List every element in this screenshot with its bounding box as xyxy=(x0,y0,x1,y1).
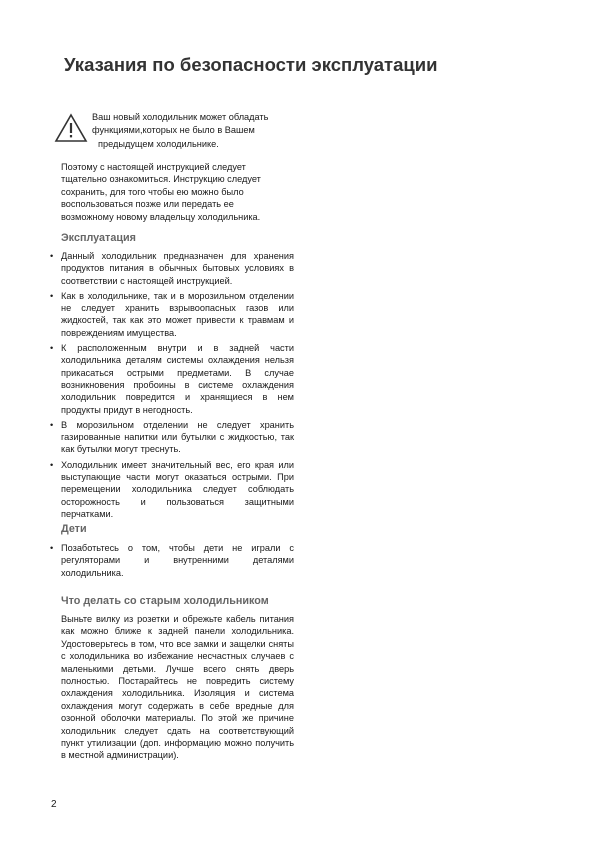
warning-line: Ваш новый холодильник может обладать xyxy=(92,112,269,122)
list-item xyxy=(50,290,294,339)
bullet-icon: • xyxy=(50,419,54,430)
list-item-text: В морозильном отделении не следует хранить газированные напитки или бутылки с жидкостью, так как бутылки могут треснуть. xyxy=(61,419,294,455)
bullet-icon: • xyxy=(50,290,54,301)
section-heading-exploitation: Эксплуатация xyxy=(61,232,136,244)
children-list xyxy=(50,542,294,582)
intro-paragraph xyxy=(61,161,294,223)
warning-triangle-icon xyxy=(54,113,88,143)
warning-line: предыдущем холодильнике. xyxy=(98,138,219,149)
warning-text xyxy=(92,111,307,151)
list-item xyxy=(50,419,294,456)
old-fridge-paragraph: Выньте вилку из розетки и обрежьте кабель питания как можно ближе к задней панели холодильника. Удостоверьтесь в том, что все замки и защелки сняты с холодильника во избежание несчастных случаев с маленькими детьми. Лучше всего снять дверь полностью. Постарайтесь не повредить систему охлаждения холодильника. Изоляция и система охлаждения могут содержать в себе вредные для озонной оболочки материалы. По этой же причине холодильник следует сдать на соответствующий пункт утилизации (доп. информацию можно получить в местной администрации). xyxy=(61,614,294,761)
list-item xyxy=(50,342,294,416)
list-item-text: Как в холодильнике, так и в морозильном отделении не следует хранить взрывоопасных газов или жидкостей, так как это может привести к травмам и повреждениям имущества. xyxy=(61,290,294,338)
intro-line: возможному новому владельцу холодильника. xyxy=(61,211,261,222)
list-item xyxy=(50,250,294,287)
list-item xyxy=(50,542,294,579)
list-item xyxy=(50,459,294,520)
bullet-icon: • xyxy=(50,459,54,470)
warning-line: функциями,которых не было в Вашем xyxy=(92,125,255,136)
bullet-icon: • xyxy=(50,543,54,553)
exploitation-list xyxy=(50,250,294,523)
list-item-text: Позаботьтесь о том, чтобы дети не играли с регуляторами и внутренними деталями холодильника. xyxy=(61,543,294,578)
page-title: Указания по безопасности эксплуатации xyxy=(64,54,438,75)
list-item-text: Данный холодильник предназначен для хранения продуктов питания в обычных бытовых условиях в соответствии с настоящей инструкцией. xyxy=(61,251,294,286)
bullet-icon: • xyxy=(50,343,54,354)
list-item-text: К расположенным внутри и в задней части холодильника деталям системы охлаждения нельзя прикасаться острыми предметами. В случае возникновения пробоины в системе охлаждения холодильник повредится и хранящиеся в нем продукты придут в негодность. xyxy=(61,343,294,415)
intro-line: Поэтому с настоящей инструкцией следует xyxy=(61,162,246,172)
bullet-icon: • xyxy=(50,251,54,261)
section-heading-children: Дети xyxy=(61,523,87,535)
intro-line: воспользоваться позже или передать ее xyxy=(61,199,234,210)
section-heading-old-fridge: Что делать со старым холодильником xyxy=(61,595,269,607)
page-number: 2 xyxy=(51,799,57,810)
intro-line: сохранить, для того чтобы ею можно было xyxy=(61,186,244,197)
list-item-text: Холодильник имеет значительный вес, его края или выступающие части могут оказаться острыми. При перемещении холодильника следует соблюдать осторожность и пользоваться защитными перчатками. xyxy=(61,459,294,519)
intro-line: тщательно ознакомиться. Инструкцию следует xyxy=(61,174,261,185)
